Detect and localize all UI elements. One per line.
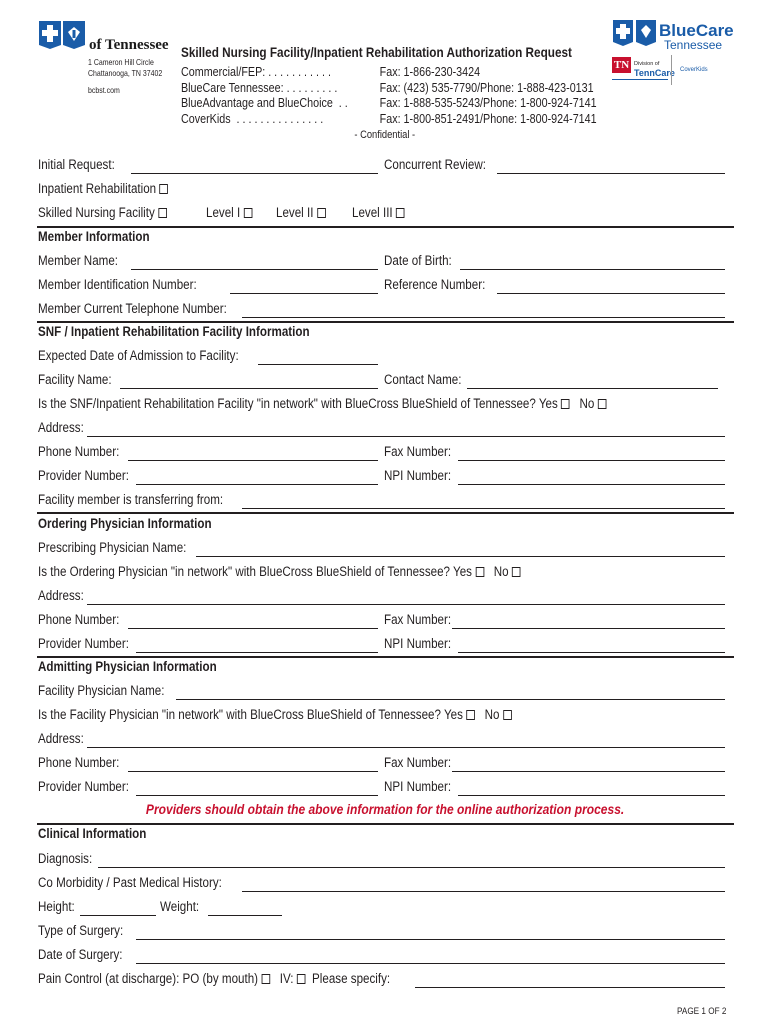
admitting-section-title: Admitting Physician Information bbox=[38, 659, 217, 674]
admitting-fax-field[interactable] bbox=[452, 771, 725, 772]
ordering-npi-field[interactable] bbox=[458, 652, 725, 653]
facility-network-question bbox=[38, 396, 606, 412]
snf-checkbox[interactable] bbox=[158, 208, 167, 218]
address-line-1: 1 Cameron Hill Circle bbox=[88, 57, 154, 67]
member-section-title: Member Information bbox=[38, 229, 150, 244]
cross-shield-icon bbox=[37, 18, 89, 50]
address-line-2: Chattanooga, TN 37402 bbox=[88, 68, 163, 78]
section-divider bbox=[37, 823, 734, 825]
fax-row bbox=[181, 96, 597, 112]
fax-label: Commercial/FEP: . . . . . . . . . . . bbox=[181, 65, 331, 79]
section-divider bbox=[37, 512, 734, 514]
ordering-fax-field[interactable] bbox=[452, 628, 725, 629]
facility-section-title: SNF / Inpatient Rehabilitation Facility Information bbox=[38, 324, 310, 339]
member-name-field[interactable] bbox=[131, 269, 378, 270]
admitting-network-no-checkbox[interactable] bbox=[503, 710, 512, 720]
admitting-network-question bbox=[38, 707, 512, 723]
level-3-label: Level III bbox=[352, 205, 393, 220]
bluecare-logo bbox=[612, 18, 742, 88]
surgery-type-label: Type of Surgery: bbox=[38, 923, 124, 938]
weight-field[interactable] bbox=[208, 915, 282, 916]
snf-label: Skilled Nursing Facility bbox=[38, 205, 155, 220]
comorbidity-field[interactable] bbox=[242, 891, 725, 892]
ordering-address-field[interactable] bbox=[87, 604, 725, 605]
admission-date-field[interactable] bbox=[258, 364, 378, 365]
section-divider bbox=[37, 321, 734, 323]
fax-value: Fax: (423) 535-7790/Phone: 1-888-423-0131 bbox=[379, 80, 594, 95]
inpatient-rehab-option bbox=[38, 181, 168, 197]
member-phone-field[interactable] bbox=[242, 317, 725, 318]
inpatient-rehab-checkbox[interactable] bbox=[160, 184, 169, 194]
transfer-from-label: Facility member is transferring from: bbox=[38, 492, 224, 507]
reference-number-label: Reference Number: bbox=[384, 277, 486, 292]
ordering-network-no-checkbox[interactable] bbox=[512, 567, 521, 577]
tn-badge: TN bbox=[613, 59, 630, 71]
ordering-provider-field[interactable] bbox=[136, 652, 378, 653]
please-specify-label: Please specify: bbox=[312, 971, 391, 986]
facility-network-yes-checkbox[interactable] bbox=[561, 399, 570, 409]
snf-option bbox=[38, 205, 167, 221]
coverkids-name: CoverKids bbox=[680, 67, 708, 73]
diagnosis-label: Diagnosis: bbox=[38, 851, 93, 866]
fax-value: Fax: 1-800-851-2491/Phone: 1-800-924-7141 bbox=[379, 111, 597, 126]
level-2-option bbox=[276, 205, 325, 221]
admitting-provider-label: Provider Number: bbox=[38, 779, 129, 794]
contact-name-label: Contact Name: bbox=[384, 372, 462, 387]
weight-label: Weight: bbox=[160, 899, 200, 914]
admitting-address-label: Address: bbox=[38, 731, 84, 746]
surgery-date-field[interactable] bbox=[136, 963, 725, 964]
form-title: Skilled Nursing Facility/Inpatient Rehabilitation Authorization Request bbox=[181, 44, 572, 60]
ordering-address-label: Address: bbox=[38, 588, 84, 603]
please-specify-field[interactable] bbox=[415, 987, 725, 988]
ordering-fax-label: Fax Number: bbox=[384, 612, 452, 627]
admitting-npi-field[interactable] bbox=[458, 795, 725, 796]
facility-npi-label: NPI Number: bbox=[384, 468, 452, 483]
level-2-checkbox[interactable] bbox=[317, 208, 326, 218]
contact-name-field[interactable] bbox=[467, 388, 718, 389]
no-label: No bbox=[484, 707, 500, 722]
section-divider bbox=[37, 226, 734, 228]
reference-number-field[interactable] bbox=[497, 293, 725, 294]
facility-provider-label: Provider Number: bbox=[38, 468, 129, 483]
clinical-section-title: Clinical Information bbox=[38, 826, 147, 841]
iv-label: IV: bbox=[279, 971, 294, 986]
admitting-network-yes-checkbox[interactable] bbox=[466, 710, 475, 720]
fax-value: Fax: 1-866-230-3424 bbox=[379, 65, 481, 79]
website-link[interactable]: bcbst.com bbox=[88, 85, 120, 95]
level-3-option bbox=[352, 205, 405, 221]
org-name: of Tennessee bbox=[89, 37, 169, 53]
ordering-npi-label: NPI Number: bbox=[384, 636, 452, 651]
ordering-section-title: Ordering Physician Information bbox=[38, 516, 212, 531]
initial-request-label: Initial Request: bbox=[38, 157, 115, 172]
fax-directory bbox=[181, 65, 597, 127]
member-name-label: Member Name: bbox=[38, 253, 119, 268]
facility-network-text: Is the SNF/Inpatient Rehabilitation Facility "in network" with BlueCross BlueShield of Tennessee? Yes bbox=[38, 396, 558, 411]
admitting-network-text: Is the Facility Physician "in network" with BlueCross BlueShield of Tennessee? Yes bbox=[38, 707, 463, 722]
cross-shield-icon bbox=[612, 18, 658, 48]
confidential-label bbox=[0, 129, 770, 141]
page-number: PAGE 1 OF 2 bbox=[676, 1006, 726, 1017]
ordering-network-text: Is the Ordering Physician "in network" with BlueCross BlueShield of Tennessee? Yes bbox=[38, 564, 472, 579]
admitting-phone-label: Phone Number: bbox=[38, 755, 120, 770]
pain-po-checkbox[interactable] bbox=[261, 974, 270, 984]
transfer-from-field[interactable] bbox=[242, 508, 725, 509]
admitting-fax-label: Fax Number: bbox=[384, 755, 452, 770]
facility-fax-field[interactable] bbox=[458, 460, 725, 461]
height-field[interactable] bbox=[80, 915, 156, 916]
section-divider bbox=[37, 656, 734, 658]
diagnosis-field[interactable] bbox=[98, 867, 725, 868]
ordering-phone-label: Phone Number: bbox=[38, 612, 120, 627]
dob-label: Date of Birth: bbox=[384, 253, 452, 268]
level-3-checkbox[interactable] bbox=[396, 208, 405, 218]
facility-phone-field[interactable] bbox=[128, 460, 378, 461]
bluecare-state: Tennessee bbox=[664, 38, 723, 52]
facility-provider-field[interactable] bbox=[136, 484, 378, 485]
fax-row bbox=[181, 81, 597, 97]
facility-network-no-checkbox[interactable] bbox=[598, 399, 607, 409]
pain-control-label: Pain Control (at discharge): PO (by mouth) bbox=[38, 971, 259, 986]
level-1-checkbox[interactable] bbox=[244, 208, 253, 218]
pain-control-row bbox=[38, 971, 390, 987]
surgery-type-field[interactable] bbox=[136, 939, 725, 940]
facility-name-field[interactable] bbox=[120, 388, 378, 389]
no-label: No bbox=[493, 564, 509, 579]
confidential-text: - Confidential - bbox=[354, 129, 416, 141]
tn-division: Division of bbox=[634, 61, 660, 67]
fax-label: BlueCare Tennessee: . . . . . . . . . bbox=[181, 80, 338, 95]
prescribing-physician-field[interactable] bbox=[196, 556, 725, 557]
fax-value: Fax: 1-888-535-5243/Phone: 1-800-924-7141 bbox=[379, 96, 597, 110]
inpatient-rehab-label: Inpatient Rehabilitation bbox=[38, 181, 157, 196]
comorbidity-label: Co Morbidity / Past Medical History: bbox=[38, 875, 222, 890]
facility-name-label: Facility Name: bbox=[38, 372, 112, 387]
prescribing-physician-label: Prescribing Physician Name: bbox=[38, 540, 187, 555]
online-authorization-notice bbox=[0, 801, 770, 819]
coverkids-logo bbox=[671, 55, 733, 85]
facility-address-field[interactable] bbox=[87, 436, 725, 437]
tenncare-logo bbox=[612, 55, 675, 85]
admission-date-label: Expected Date of Admission to Facility: bbox=[38, 348, 239, 363]
fax-label: BlueAdvantage and BlueChoice . . bbox=[181, 96, 348, 110]
ordering-phone-field[interactable] bbox=[128, 628, 378, 629]
dob-field[interactable] bbox=[460, 269, 725, 270]
admitting-phone-field[interactable] bbox=[128, 771, 378, 772]
tenncare-name: TennCare bbox=[634, 68, 675, 78]
facility-address-label: Address: bbox=[38, 420, 84, 435]
facility-phone-label: Phone Number: bbox=[38, 444, 120, 459]
ordering-network-question bbox=[38, 564, 521, 580]
member-phone-label: Member Current Telephone Number: bbox=[38, 301, 227, 316]
no-label: No bbox=[579, 396, 595, 411]
member-id-field[interactable] bbox=[230, 293, 378, 294]
concurrent-review-label: Concurrent Review: bbox=[384, 157, 486, 172]
height-label: Height: bbox=[38, 899, 75, 914]
admitting-address-field[interactable] bbox=[87, 747, 725, 748]
surgery-date-label: Date of Surgery: bbox=[38, 947, 123, 962]
admitting-npi-label: NPI Number: bbox=[384, 779, 452, 794]
fax-row bbox=[181, 65, 597, 81]
notice-text: Providers should obtain the above information for the online authorization process. bbox=[145, 801, 625, 817]
initial-request-field[interactable] bbox=[131, 173, 378, 174]
facility-fax-label: Fax Number: bbox=[384, 444, 452, 459]
admitting-provider-field[interactable] bbox=[136, 795, 378, 796]
fax-label: CoverKids . . . . . . . . . . . . . . . bbox=[181, 111, 324, 126]
bluecare-name: BlueCare bbox=[659, 21, 734, 40]
pain-iv-checkbox[interactable] bbox=[297, 974, 306, 984]
fax-row bbox=[181, 112, 597, 128]
org-address bbox=[88, 57, 162, 96]
level-2-label: Level II bbox=[276, 205, 314, 220]
concurrent-review-field[interactable] bbox=[497, 173, 725, 174]
member-id-label: Member Identification Number: bbox=[38, 277, 197, 292]
ordering-provider-label: Provider Number: bbox=[38, 636, 129, 651]
facility-npi-field[interactable] bbox=[458, 484, 725, 485]
facility-physician-field[interactable] bbox=[176, 699, 725, 700]
ordering-network-yes-checkbox[interactable] bbox=[475, 567, 484, 577]
facility-physician-label: Facility Physician Name: bbox=[38, 683, 165, 698]
level-1-option bbox=[206, 205, 252, 221]
divider bbox=[612, 79, 668, 80]
level-1-label: Level I bbox=[206, 205, 241, 220]
